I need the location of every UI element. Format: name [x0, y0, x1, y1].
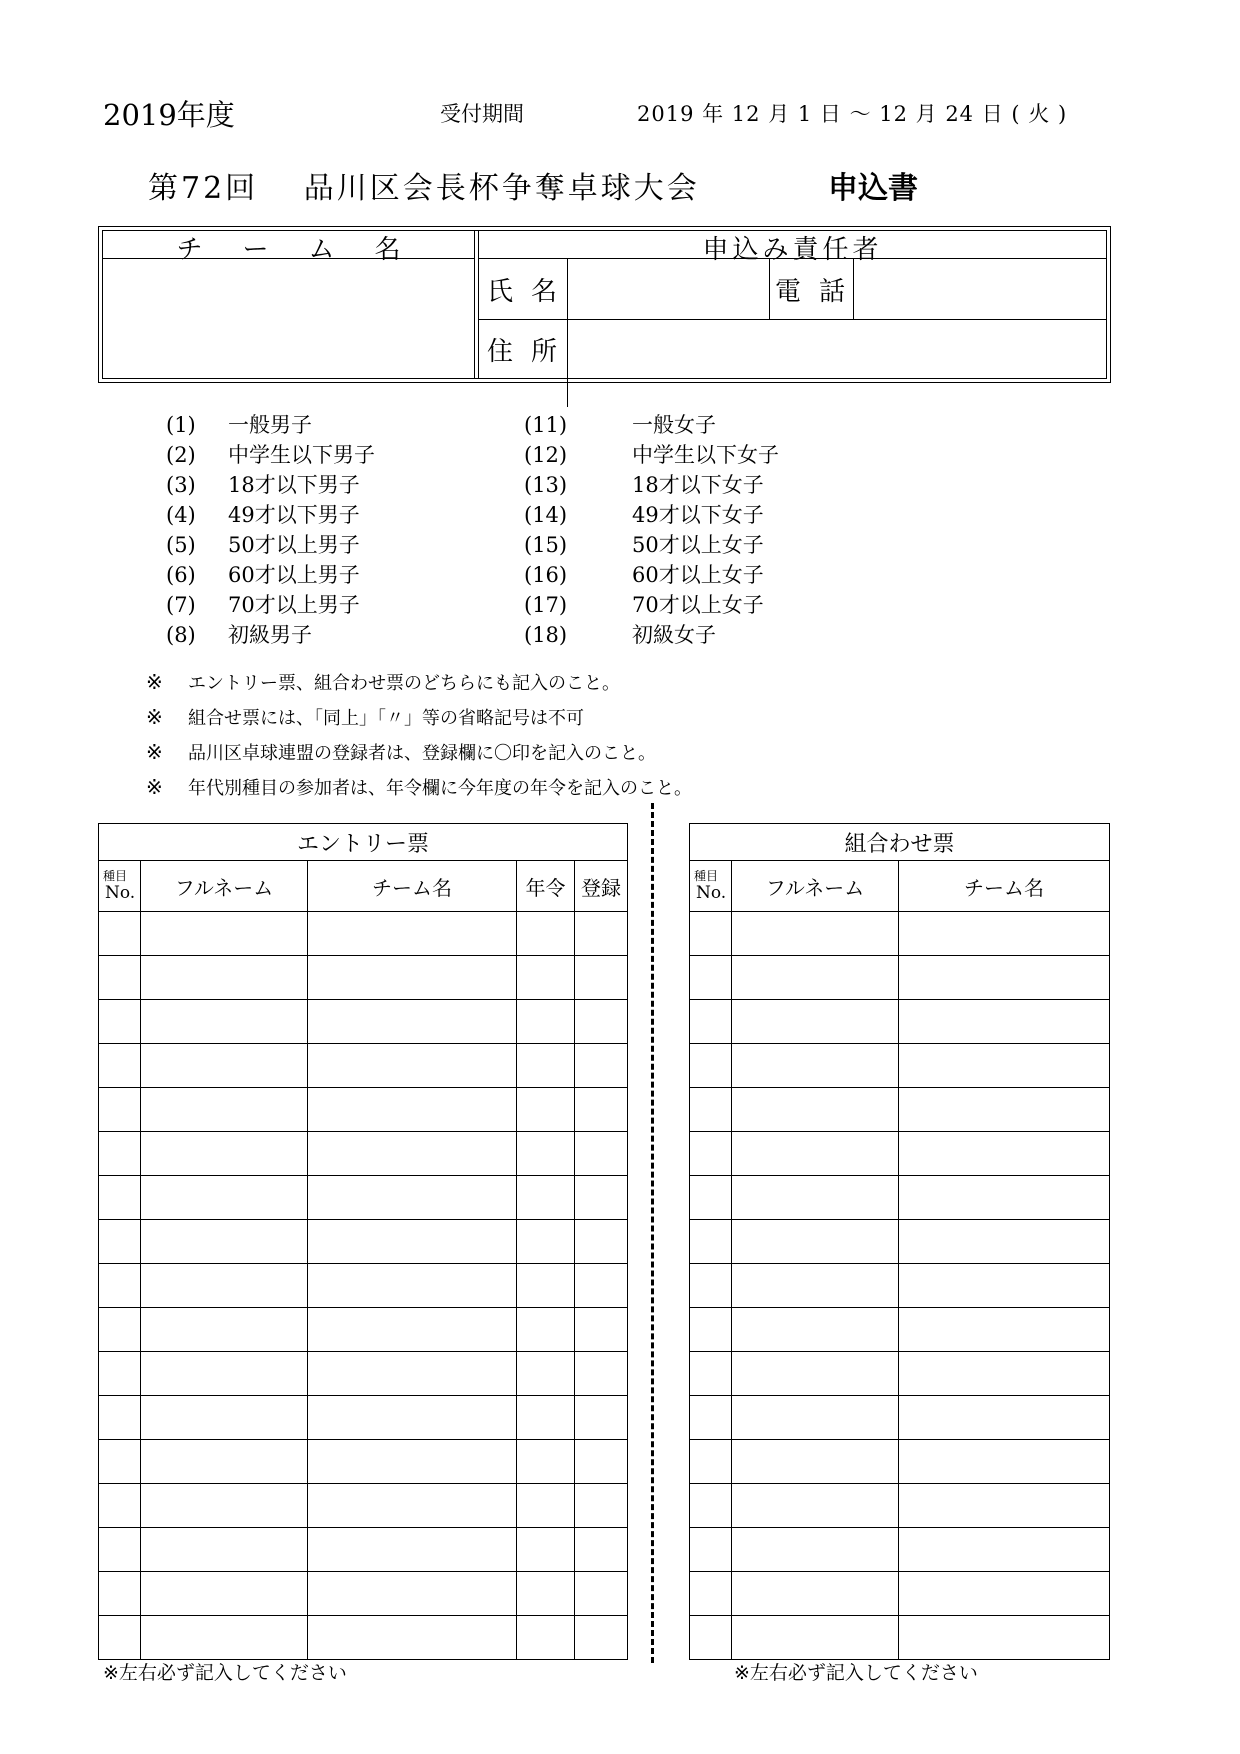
responsible-divider [479, 258, 1106, 259]
input-cell[interactable] [308, 1220, 517, 1264]
table-row [99, 1396, 628, 1440]
input-cell[interactable] [575, 1264, 628, 1308]
table-row [99, 1264, 628, 1308]
input-cell[interactable] [308, 1528, 517, 1572]
table-row [99, 1132, 628, 1176]
input-cell[interactable] [517, 1616, 575, 1660]
phone-divider-right [853, 258, 854, 319]
input-cell[interactable] [690, 1308, 732, 1352]
table-row [690, 1528, 1110, 1572]
table-row [690, 1176, 1110, 1220]
input-cell[interactable] [517, 1220, 575, 1264]
col-team-name: チーム名 [899, 861, 1110, 912]
input-cell[interactable] [141, 1176, 308, 1220]
input-cell[interactable] [899, 1528, 1110, 1572]
team-name-field[interactable] [103, 231, 474, 378]
input-cell[interactable] [732, 1308, 899, 1352]
pairing-table [689, 823, 1110, 1660]
applicant-box [98, 226, 1111, 383]
input-cell[interactable] [575, 1440, 628, 1484]
input-cell[interactable] [575, 1308, 628, 1352]
col-fullname: フルネーム [141, 861, 308, 912]
input-cell[interactable] [575, 912, 628, 956]
category-item: (1) 一般男子 [166, 413, 312, 437]
input-cell[interactable] [99, 1396, 141, 1440]
input-cell[interactable] [732, 1484, 899, 1528]
category-item: (6) 60才以上男子 [166, 563, 360, 587]
table-row [99, 1572, 628, 1616]
input-cell[interactable] [517, 1572, 575, 1616]
input-cell[interactable] [732, 1000, 899, 1044]
responsible-label: 申込み責任者 [702, 235, 883, 265]
input-cell[interactable] [517, 1440, 575, 1484]
phone-divider-left [769, 258, 770, 319]
input-cell[interactable] [732, 1088, 899, 1132]
input-cell[interactable] [141, 1264, 308, 1308]
table-row [690, 1308, 1110, 1352]
input-cell[interactable] [575, 1132, 628, 1176]
footer-note-right: ※左右必ず記入してください [734, 1662, 978, 1684]
input-cell[interactable] [575, 1484, 628, 1528]
input-cell[interactable] [899, 1176, 1110, 1220]
input-cell[interactable] [899, 1088, 1110, 1132]
col-fullname: フルネーム [732, 861, 899, 912]
input-cell[interactable] [690, 956, 732, 1000]
address-label: 住所 [487, 337, 576, 367]
input-cell[interactable] [732, 1264, 899, 1308]
table-row [690, 1616, 1110, 1660]
phone-field[interactable] [855, 260, 1106, 318]
table-row [99, 1528, 628, 1572]
input-cell[interactable] [899, 1616, 1110, 1660]
input-cell[interactable] [575, 1396, 628, 1440]
address-field[interactable] [569, 321, 1106, 378]
cut-line [651, 803, 654, 1663]
input-cell[interactable] [99, 1616, 141, 1660]
input-cell[interactable] [308, 1484, 517, 1528]
input-cell[interactable] [517, 1044, 575, 1088]
category-item: (17) 70才以上女子 [524, 593, 764, 617]
category-item: (4) 49才以下男子 [166, 503, 360, 527]
input-cell[interactable] [899, 1572, 1110, 1616]
input-cell[interactable] [732, 1132, 899, 1176]
input-cell[interactable] [99, 1176, 141, 1220]
input-cell[interactable] [141, 912, 308, 956]
input-cell[interactable] [141, 1616, 308, 1660]
input-cell[interactable] [517, 1088, 575, 1132]
input-cell[interactable] [141, 1000, 308, 1044]
table-row [690, 1088, 1110, 1132]
table-row [690, 912, 1110, 956]
input-cell[interactable] [308, 1000, 517, 1044]
input-cell[interactable] [517, 956, 575, 1000]
input-cell[interactable] [899, 912, 1110, 956]
input-cell[interactable] [575, 956, 628, 1000]
table-row [99, 1088, 628, 1132]
input-cell[interactable] [690, 1000, 732, 1044]
name-field[interactable] [569, 260, 769, 318]
input-cell[interactable] [575, 1572, 628, 1616]
page-title: 第72回 品川区会長杯争奪卓球大会 [148, 171, 700, 206]
input-cell[interactable] [575, 1616, 628, 1660]
table-row [690, 1396, 1110, 1440]
input-cell[interactable] [899, 1044, 1110, 1088]
col-kind-no: 種目 No. [99, 861, 141, 912]
input-cell[interactable] [575, 1000, 628, 1044]
input-cell[interactable] [575, 1176, 628, 1220]
input-cell[interactable] [899, 1396, 1110, 1440]
input-cell[interactable] [899, 1352, 1110, 1396]
category-item: (14) 49才以下女子 [524, 503, 764, 527]
col-team-name: チーム名 [308, 861, 517, 912]
input-cell[interactable] [575, 1352, 628, 1396]
table-row [99, 1176, 628, 1220]
input-cell[interactable] [899, 956, 1110, 1000]
input-cell[interactable] [517, 912, 575, 956]
input-cell[interactable] [308, 1044, 517, 1088]
input-cell[interactable] [99, 1000, 141, 1044]
input-cell[interactable] [732, 1176, 899, 1220]
input-cell[interactable] [690, 1484, 732, 1528]
entry-table [98, 823, 628, 1660]
input-cell[interactable] [308, 1132, 517, 1176]
note-item: ※ 年代別種目の参加者は、年令欄に今年度の年令を記入のこと。 [146, 775, 692, 799]
col-age: 年令 [517, 861, 575, 912]
category-item: (2) 中学生以下男子 [166, 443, 375, 467]
input-cell[interactable] [141, 1352, 308, 1396]
input-cell[interactable] [575, 1044, 628, 1088]
table-row [690, 1264, 1110, 1308]
pairing-table-caption: 組合わせ票 [690, 824, 1110, 861]
input-cell[interactable] [690, 1264, 732, 1308]
input-cell[interactable] [141, 1132, 308, 1176]
input-cell[interactable] [732, 956, 899, 1000]
input-cell[interactable] [690, 1528, 732, 1572]
note-item: ※ 品川区卓球連盟の登録者は、登録欄に〇印を記入のこと。 [146, 740, 656, 764]
input-cell[interactable] [99, 1044, 141, 1088]
table-row [99, 1044, 628, 1088]
table-row [690, 1220, 1110, 1264]
input-cell[interactable] [899, 1308, 1110, 1352]
input-cell[interactable] [99, 1572, 141, 1616]
input-cell[interactable] [99, 1484, 141, 1528]
input-cell[interactable] [308, 912, 517, 956]
input-cell[interactable] [141, 956, 308, 1000]
category-item: (12) 中学生以下女子 [524, 443, 779, 467]
input-cell[interactable] [308, 1616, 517, 1660]
input-cell[interactable] [308, 956, 517, 1000]
input-cell[interactable] [517, 1176, 575, 1220]
input-cell[interactable] [690, 1220, 732, 1264]
input-cell[interactable] [308, 1308, 517, 1352]
input-cell[interactable] [899, 1132, 1110, 1176]
category-item: (7) 70才以上男子 [166, 593, 360, 617]
footer-note-left: ※左右必ず記入してください [103, 1662, 347, 1684]
input-cell[interactable] [517, 1352, 575, 1396]
input-cell[interactable] [732, 1352, 899, 1396]
input-cell[interactable] [517, 1132, 575, 1176]
input-cell[interactable] [732, 1220, 899, 1264]
input-cell[interactable] [99, 1264, 141, 1308]
input-cell[interactable] [99, 1220, 141, 1264]
note-item: ※ エントリー票、組合わせ票のどちらにも記入のこと。 [146, 670, 620, 694]
category-item: (11) 一般女子 [524, 413, 716, 437]
applicant-box-inner [102, 230, 1107, 379]
table-row [99, 912, 628, 956]
period-value: 2019 年 12 月 1 日 ～ 12 月 24 日 ( 火 ) [637, 102, 1068, 126]
input-cell[interactable] [141, 1220, 308, 1264]
input-cell[interactable] [141, 1308, 308, 1352]
input-cell[interactable] [517, 1396, 575, 1440]
category-item: (3) 18才以下男子 [166, 473, 360, 497]
input-cell[interactable] [308, 1572, 517, 1616]
input-cell[interactable] [575, 1220, 628, 1264]
input-cell[interactable] [99, 912, 141, 956]
table-row [690, 1000, 1110, 1044]
note-item: ※ 組合せ票には、「同上」「〃」等の省略記号は不可 [146, 705, 584, 729]
col-kind-no: 種目 No. [690, 861, 732, 912]
table-row [690, 1440, 1110, 1484]
input-cell[interactable] [517, 1264, 575, 1308]
input-cell[interactable] [517, 1308, 575, 1352]
period-label: 受付期間 [440, 102, 524, 126]
category-item: (13) 18才以下女子 [524, 473, 764, 497]
input-cell[interactable] [732, 1440, 899, 1484]
input-cell[interactable] [732, 1616, 899, 1660]
input-cell[interactable] [690, 1044, 732, 1088]
input-cell[interactable] [690, 1132, 732, 1176]
input-cell[interactable] [732, 1396, 899, 1440]
category-item: (5) 50才以上男子 [166, 533, 360, 557]
entry-table-caption: エントリー票 [99, 824, 628, 861]
table-row [99, 1616, 628, 1660]
input-cell[interactable] [690, 1440, 732, 1484]
input-cell[interactable] [899, 1264, 1110, 1308]
table-row [99, 1484, 628, 1528]
category-item: (18) 初級女子 [524, 623, 716, 647]
fiscal-year: 2019年度 [103, 98, 235, 132]
input-cell[interactable] [690, 1616, 732, 1660]
table-row [99, 1220, 628, 1264]
category-item: (16) 60才以上女子 [524, 563, 764, 587]
input-cell[interactable] [99, 1352, 141, 1396]
input-cell[interactable] [308, 1352, 517, 1396]
input-cell[interactable] [99, 1088, 141, 1132]
table-row [690, 1572, 1110, 1616]
table-row [99, 1440, 628, 1484]
table-row [690, 1044, 1110, 1088]
address-divider [479, 319, 1106, 320]
input-cell[interactable] [99, 956, 141, 1000]
table-row [99, 956, 628, 1000]
input-cell[interactable] [141, 1396, 308, 1440]
input-cell[interactable] [99, 1308, 141, 1352]
team-name-label: チーム名 [176, 235, 441, 265]
table-row [99, 1352, 628, 1396]
table-row [690, 1352, 1110, 1396]
input-cell[interactable] [690, 1088, 732, 1132]
input-cell[interactable] [690, 1352, 732, 1396]
table-row [99, 1000, 628, 1044]
input-cell[interactable] [899, 1440, 1110, 1484]
table-row [690, 1132, 1110, 1176]
input-cell[interactable] [141, 1440, 308, 1484]
input-cell[interactable] [732, 1572, 899, 1616]
input-cell[interactable] [732, 912, 899, 956]
input-cell[interactable] [575, 1088, 628, 1132]
input-cell[interactable] [308, 1088, 517, 1132]
input-cell[interactable] [517, 1000, 575, 1044]
category-item: (8) 初級男子 [166, 623, 312, 647]
input-cell[interactable] [732, 1044, 899, 1088]
input-cell[interactable] [899, 1484, 1110, 1528]
input-cell[interactable] [517, 1528, 575, 1572]
input-cell[interactable] [899, 1000, 1110, 1044]
input-cell[interactable] [99, 1528, 141, 1572]
input-cell[interactable] [308, 1440, 517, 1484]
table-row [690, 1484, 1110, 1528]
input-cell[interactable] [141, 1528, 308, 1572]
input-cell[interactable] [99, 1132, 141, 1176]
input-cell[interactable] [732, 1528, 899, 1572]
table-row [99, 1308, 628, 1352]
input-cell[interactable] [99, 1440, 141, 1484]
input-cell[interactable] [899, 1220, 1110, 1264]
input-cell[interactable] [690, 1176, 732, 1220]
input-cell[interactable] [690, 1572, 732, 1616]
input-cell[interactable] [141, 1484, 308, 1528]
input-cell[interactable] [690, 912, 732, 956]
input-cell[interactable] [141, 1088, 308, 1132]
phone-label: 電話 [775, 277, 864, 307]
input-cell[interactable] [517, 1484, 575, 1528]
table-row [690, 956, 1110, 1000]
name-label: 氏名 [487, 277, 576, 307]
input-cell[interactable] [141, 1044, 308, 1088]
page-title-suffix: 申込書 [828, 171, 918, 206]
input-cell[interactable] [690, 1396, 732, 1440]
input-cell[interactable] [308, 1396, 517, 1440]
input-cell[interactable] [575, 1528, 628, 1572]
input-cell[interactable] [308, 1264, 517, 1308]
category-item: (15) 50才以上女子 [524, 533, 764, 557]
input-cell[interactable] [141, 1572, 308, 1616]
input-cell[interactable] [308, 1176, 517, 1220]
col-registered: 登録 [575, 861, 628, 912]
